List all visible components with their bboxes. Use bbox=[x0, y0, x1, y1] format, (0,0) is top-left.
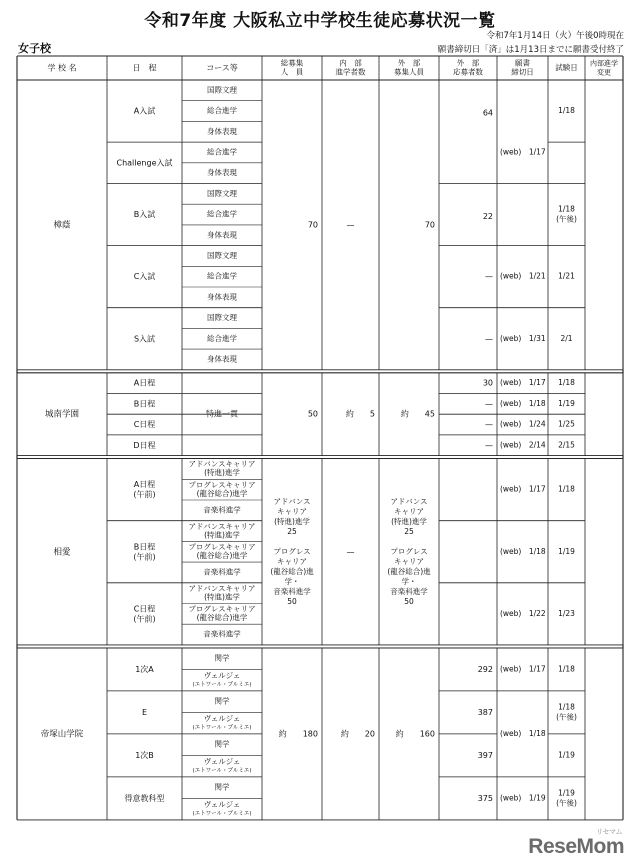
school-category: 女子校 bbox=[18, 42, 51, 55]
applicant-count: 64 bbox=[482, 108, 493, 118]
school-external: 約 45 bbox=[400, 409, 435, 419]
session-name: (午前) bbox=[133, 552, 156, 562]
course-label: ヴェルジェ bbox=[203, 799, 241, 809]
header-schedule: 日 程 bbox=[132, 63, 157, 73]
exam-date: 1/23 bbox=[558, 608, 575, 618]
school-capacity: キャリア bbox=[277, 506, 307, 516]
deadline-note: 願書締切日「済」は1月13日までに願書受付終了 bbox=[437, 45, 624, 55]
applications-table bbox=[17, 56, 623, 817]
applicant-count: 397 bbox=[477, 750, 493, 760]
school-external: 約 160 bbox=[395, 729, 435, 739]
school-name: 樟蔭 bbox=[53, 220, 71, 231]
applicant-count: — bbox=[485, 399, 493, 409]
applicant-count: 292 bbox=[477, 664, 493, 674]
page-title: 令和7年度 大阪私立中学校生徒応募状況一覧 bbox=[144, 11, 496, 31]
header-school: 学 校 名 bbox=[47, 63, 77, 73]
course-label: 身体表現 bbox=[207, 354, 237, 364]
session-name: C入試 bbox=[133, 272, 156, 282]
deadline-date: (web) 1/24 bbox=[500, 419, 546, 429]
deadline-date: (web) 1/19 bbox=[500, 793, 546, 803]
school-capacity: 学・ bbox=[284, 576, 300, 586]
deadline-date: (web) 1/21 bbox=[500, 271, 546, 281]
course-label: 身体表現 bbox=[207, 168, 237, 178]
session-name: B日程 bbox=[133, 399, 156, 409]
course-label: (特進)進学 bbox=[204, 468, 240, 478]
exam-date: 1/19 bbox=[558, 750, 575, 760]
header-internal: 進学者数 bbox=[335, 67, 366, 77]
school-name: 帝塚山学院 bbox=[40, 729, 84, 740]
course-label: 特進一貫 bbox=[206, 409, 238, 419]
header-applicants: 応募者数 bbox=[453, 67, 483, 77]
header-external: 募集人員 bbox=[394, 67, 424, 77]
exam-date: 1/21 bbox=[558, 271, 575, 281]
exam-date: 2/15 bbox=[558, 440, 575, 450]
header-deadline: 締切日 bbox=[511, 67, 534, 77]
header-course: コース等 bbox=[206, 63, 238, 73]
header-capacity: 人 員 bbox=[280, 67, 304, 77]
course-label: アドバンスキャリア bbox=[188, 521, 256, 531]
course-label: 身体表現 bbox=[207, 292, 237, 302]
course-label: (エトワール・プルミエ) bbox=[192, 767, 252, 774]
school-capacity: 50 bbox=[307, 409, 318, 419]
course-label: 関学 bbox=[214, 782, 230, 792]
header-deadline: 願書 bbox=[515, 58, 530, 68]
course-label: 総合進学 bbox=[207, 209, 237, 219]
deadline-date: (web) 1/17 bbox=[500, 147, 546, 157]
deadline-date: (web) 1/17 bbox=[500, 378, 546, 388]
applicant-count: 387 bbox=[477, 707, 493, 717]
course-label: 国際文理 bbox=[207, 250, 237, 260]
school-internal: 約 5 bbox=[345, 409, 375, 419]
school-capacity: (特進)進学 bbox=[274, 516, 310, 526]
session-name: E bbox=[141, 707, 148, 717]
applications-table-grid bbox=[17, 56, 623, 817]
course-label: 関学 bbox=[214, 653, 230, 663]
course-label: ヴェルジェ bbox=[203, 756, 241, 766]
school-external: 70 bbox=[424, 220, 435, 230]
course-label: (特進)進学 bbox=[204, 592, 240, 602]
logo-text: ReseMom bbox=[528, 835, 624, 858]
exam-date: 1/18 bbox=[558, 378, 575, 388]
course-label: プログレスキャリア bbox=[188, 604, 256, 614]
school-capacity: アドバンス bbox=[273, 496, 311, 506]
school-external: アドバンス bbox=[390, 496, 428, 506]
deadline-date: (web) 1/31 bbox=[500, 333, 546, 343]
course-label: 身体表現 bbox=[207, 126, 237, 136]
exam-date: 1/19 bbox=[558, 546, 575, 556]
course-label: (龍谷総合)進学 bbox=[196, 613, 248, 623]
course-label: (龍谷総合)進学 bbox=[196, 488, 248, 498]
exam-date: (午後) bbox=[556, 798, 577, 808]
school-external: (特進)進学 bbox=[391, 516, 427, 526]
course-label: 総合進学 bbox=[207, 333, 237, 343]
exam-date: 1/18 bbox=[558, 204, 575, 214]
course-label: 総合進学 bbox=[207, 106, 237, 116]
applicant-count: — bbox=[485, 420, 493, 430]
course-label: 音楽科進学 bbox=[203, 629, 241, 639]
exam-date: (午後) bbox=[556, 214, 577, 224]
course-label: (特進)進学 bbox=[204, 530, 240, 540]
school-external: 25 bbox=[404, 526, 414, 536]
session-name: C日程 bbox=[133, 420, 156, 430]
header-exam: 試験日 bbox=[555, 63, 578, 72]
school-capacity: 50 bbox=[287, 596, 297, 606]
course-label: 音楽科進学 bbox=[203, 567, 241, 577]
session-name: Challenge入試 bbox=[116, 158, 173, 168]
exam-date: 1/19 bbox=[558, 788, 575, 798]
school-capacity: 約 180 bbox=[278, 729, 318, 739]
logo-subtext: リセマム bbox=[596, 829, 622, 836]
course-label: アドバンスキャリア bbox=[188, 583, 256, 593]
school-capacity: 25 bbox=[287, 526, 297, 536]
school-external: 50 bbox=[404, 596, 414, 606]
course-label: 総合進学 bbox=[207, 271, 237, 281]
deadline-date: (web) 1/22 bbox=[500, 608, 546, 618]
header-change: 内部進学 bbox=[590, 59, 618, 68]
applicant-count: — bbox=[485, 334, 493, 344]
header-capacity: 総募集 bbox=[280, 58, 304, 68]
course-label: 国際文理 bbox=[207, 85, 237, 95]
course-label: ヴェルジェ bbox=[203, 713, 241, 723]
exam-date: (午後) bbox=[556, 712, 577, 722]
exam-date: 1/18 bbox=[558, 106, 575, 116]
deadline-date: (web) 1/17 bbox=[500, 664, 546, 674]
session-name: (午前) bbox=[133, 490, 156, 500]
session-name: B入試 bbox=[133, 210, 156, 220]
exam-date: 1/18 bbox=[558, 702, 575, 712]
session-name: S入試 bbox=[133, 334, 156, 344]
session-name: C日程 bbox=[133, 604, 156, 614]
school-internal: — bbox=[346, 547, 355, 557]
deadline-date: (web) 1/18 bbox=[500, 546, 546, 556]
session-name: 1次A bbox=[135, 664, 154, 674]
course-label: 音楽科進学 bbox=[203, 505, 241, 515]
course-label: プログレスキャリア bbox=[188, 480, 256, 490]
school-capacity: 70 bbox=[307, 220, 318, 230]
deadline-date: (web) 2/14 bbox=[500, 440, 546, 450]
school-external: キャリア bbox=[394, 506, 424, 516]
school-external: プログレス bbox=[390, 546, 428, 556]
session-name: A日程 bbox=[133, 378, 156, 388]
school-external: (龍谷総合)進 bbox=[387, 566, 431, 576]
school-external: 学・ bbox=[401, 576, 417, 586]
deadline-date: (web) 1/18 bbox=[500, 398, 546, 408]
resemom-logo bbox=[528, 829, 624, 859]
applicant-count: — bbox=[485, 440, 493, 450]
session-name: A日程 bbox=[133, 480, 156, 490]
session-name: 得意教科型 bbox=[124, 793, 165, 803]
course-label: 国際文理 bbox=[207, 188, 237, 198]
header-applicants: 外 部 bbox=[456, 58, 480, 68]
exam-date: 2/1 bbox=[560, 333, 573, 343]
date-line: 令和7年1月14日（火）午後0時現在 bbox=[486, 31, 624, 41]
course-label: ヴェルジェ bbox=[203, 670, 241, 680]
course-label: (エトワール・プルミエ) bbox=[192, 724, 252, 731]
header-internal: 内 部 bbox=[339, 58, 362, 68]
exam-date: 1/19 bbox=[558, 398, 575, 408]
session-name: A入試 bbox=[133, 106, 156, 116]
school-name: 相愛 bbox=[53, 547, 71, 558]
course-label: 身体表現 bbox=[207, 230, 237, 240]
school-capacity: プログレス bbox=[273, 546, 311, 556]
course-label: 総合進学 bbox=[207, 147, 237, 157]
exam-date: 1/18 bbox=[558, 664, 575, 674]
course-label: (エトワール・プルミエ) bbox=[192, 681, 252, 688]
school-internal: — bbox=[346, 220, 355, 230]
school-external: キャリア bbox=[394, 556, 424, 566]
deadline-date: (web) 1/17 bbox=[500, 484, 546, 494]
school-internal: 約 20 bbox=[340, 729, 375, 739]
school-capacity: キャリア bbox=[277, 556, 307, 566]
school-capacity: (龍谷総合)進 bbox=[270, 566, 314, 576]
deadline-date: (web) 1/18 bbox=[500, 728, 546, 738]
course-label: 関学 bbox=[214, 739, 230, 749]
course-label: (エトワール・プルミエ) bbox=[192, 810, 252, 817]
header-external: 外 部 bbox=[397, 58, 421, 68]
header-change: 変更 bbox=[597, 68, 611, 77]
school-capacity: 音楽科進学 bbox=[273, 586, 311, 596]
course-label: 関学 bbox=[214, 696, 230, 706]
school-name: 城南学園 bbox=[44, 409, 80, 420]
session-name: (午前) bbox=[133, 614, 156, 624]
applicant-count: — bbox=[485, 272, 493, 282]
course-label: 国際文理 bbox=[207, 313, 237, 323]
course-label: アドバンスキャリア bbox=[188, 459, 256, 469]
school-external: 音楽科進学 bbox=[390, 586, 428, 596]
exam-date: 1/25 bbox=[558, 419, 575, 429]
course-label: (龍谷総合)進学 bbox=[196, 551, 248, 560]
session-name: D日程 bbox=[133, 440, 156, 450]
session-name: B日程 bbox=[133, 542, 156, 552]
course-label: プログレスキャリア bbox=[188, 542, 256, 552]
session-name: 1次B bbox=[135, 750, 154, 760]
applicant-count: 30 bbox=[482, 378, 493, 388]
exam-date: 1/18 bbox=[558, 484, 575, 494]
applicant-count: 22 bbox=[482, 212, 493, 222]
applicant-count: 375 bbox=[477, 793, 493, 803]
